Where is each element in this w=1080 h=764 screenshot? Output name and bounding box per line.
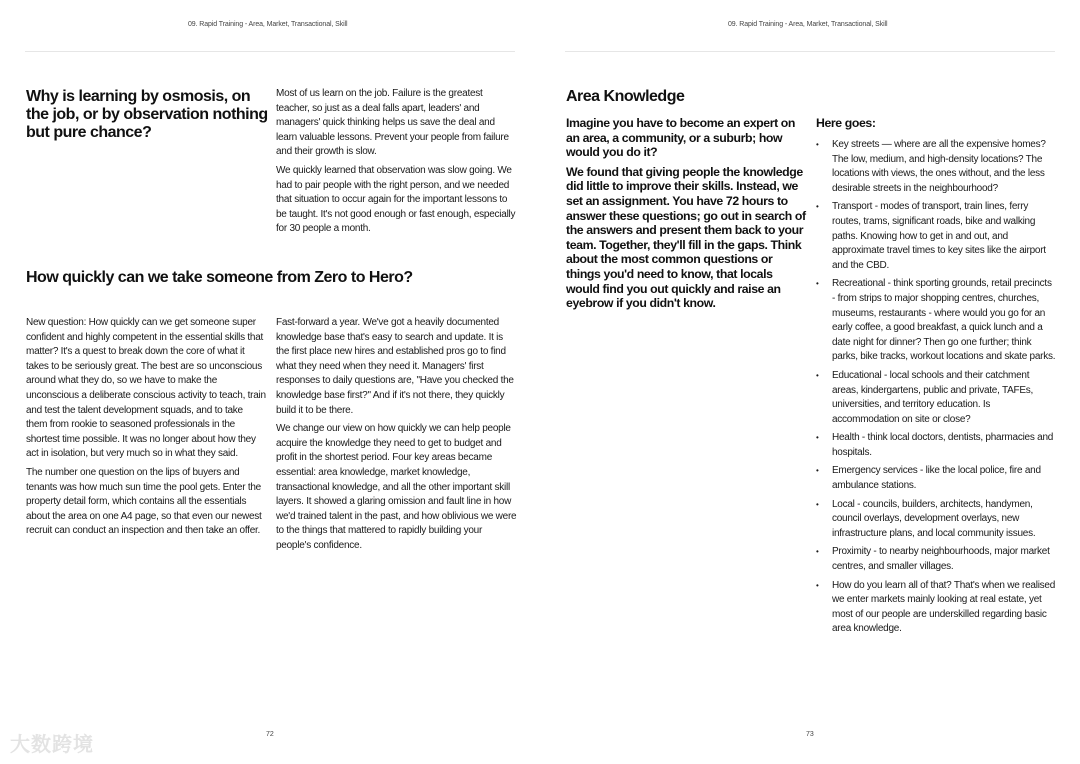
section-heading-area-knowledge: Area Knowledge: [566, 88, 685, 105]
list-item: • Educational - local schools and their catchment areas, kindergartens, public and private, TAFEs, universities, and territory education. Is accommodation on site or close?: [816, 369, 1056, 427]
area-intro: [566, 116, 806, 316]
list-item: • Key streets — where are all the expensive homes? The low, medium, and high-density locations? The locations with views, the ones without, and the less desirable streets in the neighbourhood?: [816, 138, 1056, 196]
area-checklist: [816, 138, 1056, 641]
paragraph: We quickly learned that observation was slow going. We had to pair people with the right person, and we needed that situation to occur again for the important lessons to be taught. It's not good enough or fast enough, especially for 30 people a month.: [276, 164, 516, 235]
list-item: • Transport - modes of transport, train lines, ferry routes, trams, significant roads, bike and walking paths. Knowing how to get in and out, and approximate travel times to key sites like the airport and the CBD.: [816, 200, 1056, 273]
paragraph: Fast-forward a year. We've got a heavily documented knowledge base that's easy to search and update. It is the first place new hires and established pros go to find what they need when they need it. Managers' first responses to daily questions are, "Have you checked the knowledge base first?" And if it's not there, they quickly build it to be there.: [276, 317, 514, 416]
page-number: 72: [266, 731, 274, 738]
running-header: 09. Rapid Training - Area, Market, Transactional, Skill: [728, 21, 888, 28]
header-divider: [25, 51, 515, 52]
running-header: 09. Rapid Training - Area, Market, Transactional, Skill: [188, 21, 348, 28]
paragraph: New question: How quickly can we get someone super confident and highly competent in the essential skills that matter? It's a quest to break down the core of what it takes to be seriously great. The best are so unconscious around what they do, so we have to make the unconscious a deliberate conscious activity to teach, train and test the talent development squads, and to take them from rookie to seasoned professionals in the shortest time possible. It was no longer about how they act in isolation, but very much so in what they said.: [26, 317, 266, 460]
list-item: • Proximity - to nearby neighbourhoods, major market centres, and smaller villages.: [816, 545, 1056, 574]
list-item: • Emergency services - like the local police, fire and ambulance stations.: [816, 464, 1056, 493]
osmosis-text: [276, 87, 518, 241]
page-number: 73: [806, 731, 814, 738]
section-heading-zero-to-hero: How quickly can we take someone from Zero to Hero?: [26, 269, 413, 286]
list-item: • Health - think local doctors, dentists, pharmacies and hospitals.: [816, 431, 1056, 460]
right-page: [540, 0, 1080, 764]
header-divider: [565, 51, 1055, 52]
body-column-2: [276, 316, 518, 558]
paragraph: Imagine you have to become an expert on an area, a community, or a suburb; how would you do it?: [566, 116, 796, 160]
watermark-logo: 大数跨境: [10, 734, 94, 756]
paragraph: We change our view on how quickly we can help people acquire the knowledge they need to get to budget and profit in the shortest period. Four key areas became essential: area knowledge, market knowledge, transactional knowledge, and all the other important skill layers. It showed a glaring omission and fault line in how we'd trained talent in the past, and how oblivious we were to the things that mattered to rapidly building your people's confidence.: [276, 423, 517, 551]
list-title: Here goes:: [816, 116, 876, 130]
list-item: • How do you learn all of that? That's when we realised we enter markets mainly looking at real estate, yet most of our people are underskilled regarding basic area knowledge.: [816, 579, 1056, 637]
paragraph: The number one question on the lips of buyers and tenants was how much sun time the pool gets. Enter the property detail form, which contains all the essentials about the area on one A4 page, so that even our newest recruit can conduct an inspection and then take an offer.: [26, 466, 262, 537]
paragraph: We found that giving people the knowledge did little to improve their skills. Instead, we set an assignment. You have 72 hours to answer these questions; go out in search of the answers and present them back to your team. Together, they'll fill in the gaps. Think about the most common questions or things you'd need to know, that locals would find you out quickly and raise an eyebrow if you didn't know.: [566, 164, 806, 311]
body-column-1: [26, 316, 266, 543]
section-heading-osmosis: Why is learning by osmosis, on the job, or by observation nothing but pure chance?: [26, 88, 268, 141]
paragraph: Most of us learn on the job. Failure is the greatest teacher, so just as a deal falls apart, leaders' and managers' quick thinking helps us save the deal and learn valuable lessons. Prevent your people from failure and their growth is slow.: [276, 88, 509, 158]
list-item: • Recreational - think sporting grounds, retail precincts - from strips to major shopping centres, churches, museums, restaurants - where would you go for an early coffee, a good breakfast, a quick lunch and a date night for dinner? Then go one further; think parks, bike tracks, workout locations and skate parks.: [816, 277, 1056, 365]
list-item: • Local - councils, builders, architects, handymen, council overlays, development overlays, new infrastructure plans, and local community issues.: [816, 498, 1056, 542]
